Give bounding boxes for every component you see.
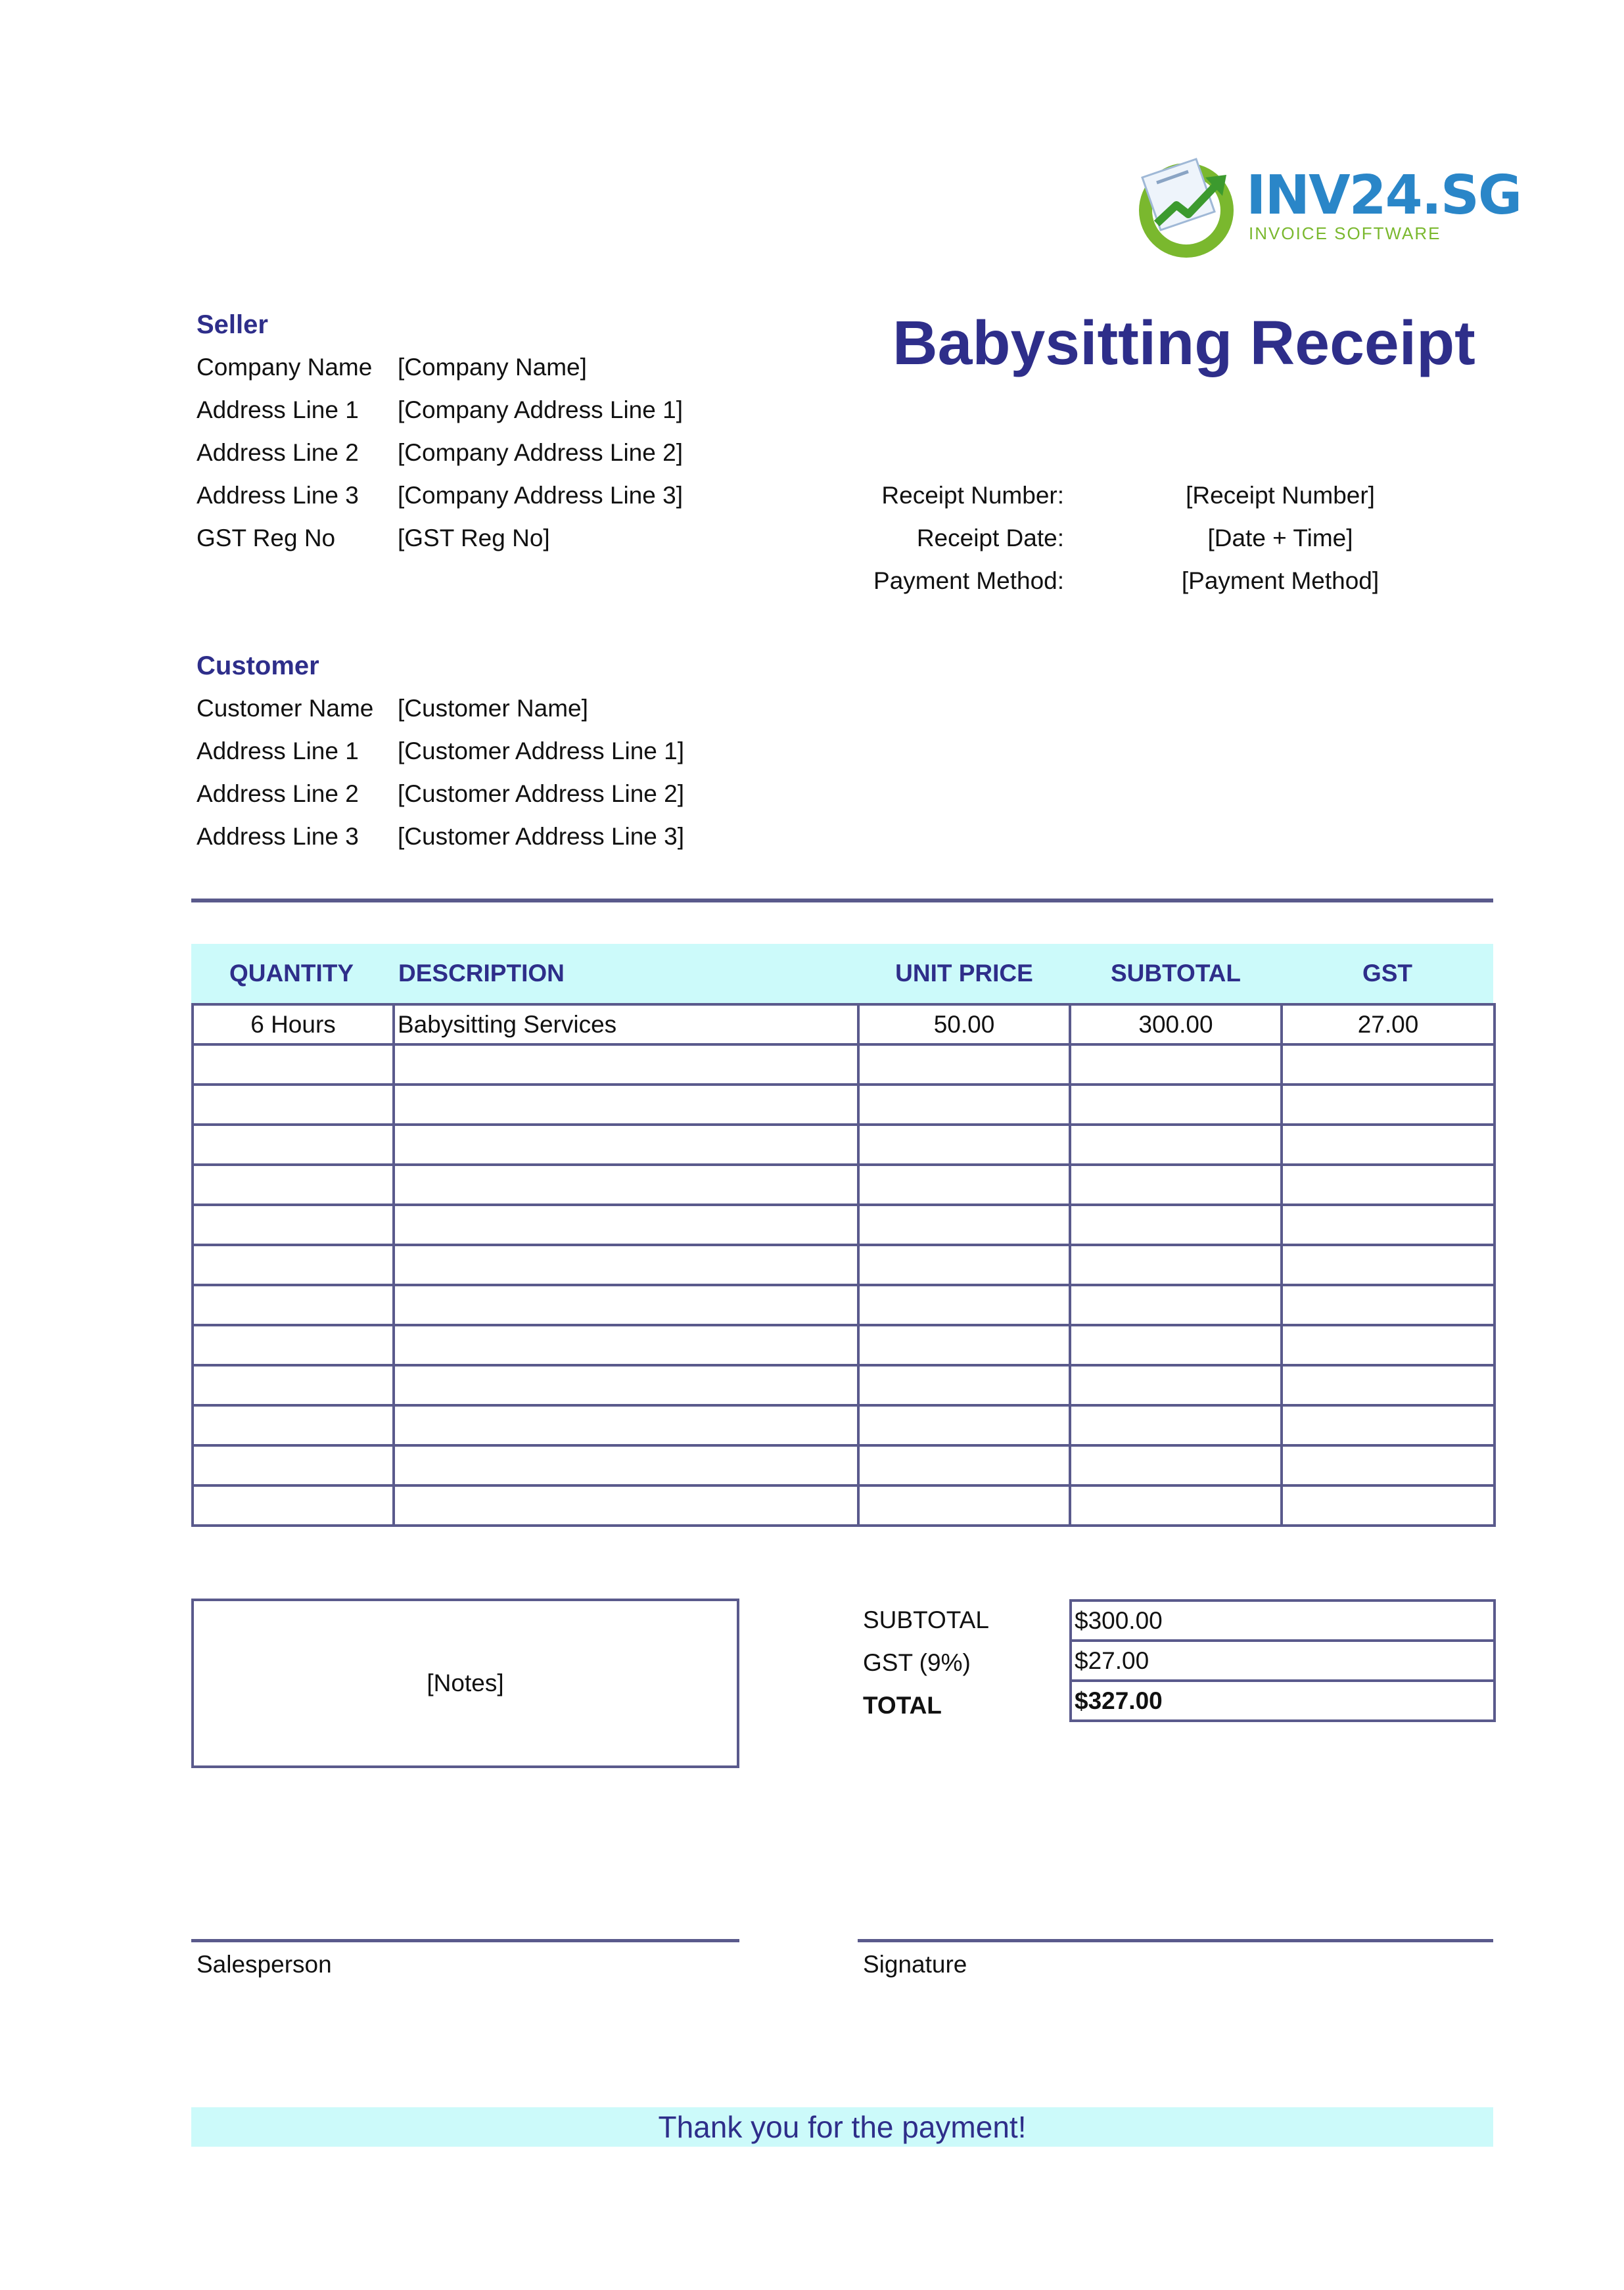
cell-unit-price: 50.00 — [858, 1004, 1070, 1044]
cell-unit-price — [858, 1205, 1070, 1245]
cell-description: Babysitting Services — [394, 1004, 858, 1044]
table-row — [193, 1285, 1495, 1325]
cell-gst — [1282, 1445, 1495, 1485]
salesperson-line — [191, 1939, 739, 1942]
cell-quantity — [193, 1125, 394, 1165]
table-row — [193, 1485, 1495, 1526]
seller-value: [Company Name] — [398, 354, 587, 381]
column-header-unit-price: UNIT PRICE — [895, 960, 1033, 987]
subtotal-label: SUBTOTAL — [863, 1606, 989, 1633]
seller-value: [Company Address Line 2] — [398, 439, 683, 466]
cell-description — [394, 1365, 858, 1405]
seller-label: Company Name — [197, 354, 373, 381]
totals-row — [1071, 1601, 1495, 1641]
seller-value: [GST Reg No] — [398, 525, 550, 551]
cell-quantity — [193, 1245, 394, 1285]
cell-description — [394, 1044, 858, 1085]
cell-description — [394, 1405, 858, 1445]
cell-subtotal — [1070, 1445, 1282, 1485]
cell-subtotal — [1070, 1085, 1282, 1125]
gst-label: GST (9%) — [863, 1649, 971, 1676]
cell-gst — [1282, 1165, 1495, 1205]
totals-row — [1071, 1681, 1495, 1721]
customer-label: Address Line 2 — [197, 780, 359, 807]
customer-value: [Customer Address Line 2] — [398, 780, 684, 807]
cell-quantity — [193, 1285, 394, 1325]
column-header-subtotal: SUBTOTAL — [1110, 960, 1241, 987]
seller-value: [Company Address Line 1] — [398, 396, 683, 423]
cell-subtotal — [1070, 1165, 1282, 1205]
total-label: TOTAL — [863, 1692, 942, 1719]
cell-gst — [1282, 1125, 1495, 1165]
cell-gst — [1282, 1365, 1495, 1405]
cell-quantity — [193, 1165, 394, 1205]
cell-quantity — [193, 1325, 394, 1365]
cell-gst: 27.00 — [1282, 1004, 1495, 1044]
totals-row — [1071, 1641, 1495, 1681]
table-row — [193, 1044, 1495, 1085]
cell-subtotal — [1070, 1245, 1282, 1285]
cell-unit-price — [858, 1445, 1070, 1485]
cell-quantity — [193, 1044, 394, 1085]
customer-value: [Customer Name] — [398, 695, 588, 722]
seller-value: [Company Address Line 3] — [398, 482, 683, 509]
table-row — [193, 1205, 1495, 1245]
cell-quantity — [193, 1365, 394, 1405]
cell-subtotal — [1070, 1125, 1282, 1165]
payment-method-label: Payment Method: — [873, 567, 1064, 594]
logo-tagline: INVOICE SOFTWARE — [1249, 223, 1441, 243]
cell-unit-price — [858, 1485, 1070, 1526]
page-title: Babysitting Receipt — [893, 308, 1475, 378]
customer-heading: Customer — [197, 651, 319, 680]
cell-unit-price — [858, 1125, 1070, 1165]
cell-description — [394, 1125, 858, 1165]
customer-value: [Customer Address Line 3] — [398, 823, 684, 850]
cell-unit-price — [858, 1245, 1070, 1285]
cell-gst — [1282, 1285, 1495, 1325]
cell-description — [394, 1165, 858, 1205]
section-divider — [191, 899, 1493, 902]
table-row — [193, 1085, 1495, 1125]
cell-gst — [1282, 1325, 1495, 1365]
cell-gst — [1282, 1405, 1495, 1445]
gst-value: $27.00 — [1071, 1641, 1495, 1681]
salesperson-label: Salesperson — [197, 1951, 332, 1978]
cell-quantity — [193, 1085, 394, 1125]
cell-description — [394, 1245, 858, 1285]
cell-subtotal — [1070, 1365, 1282, 1405]
cell-gst — [1282, 1044, 1495, 1085]
cell-description — [394, 1325, 858, 1365]
cell-subtotal — [1070, 1325, 1282, 1365]
cell-unit-price — [858, 1325, 1070, 1365]
total-value: $327.00 — [1071, 1681, 1495, 1721]
cell-subtotal — [1070, 1205, 1282, 1245]
table-row — [193, 1165, 1495, 1205]
table-row — [193, 1325, 1495, 1365]
table-row — [193, 1245, 1495, 1285]
receipt-date-label: Receipt Date: — [916, 525, 1064, 551]
cell-quantity — [193, 1405, 394, 1445]
cell-subtotal — [1070, 1285, 1282, 1325]
customer-label: Address Line 3 — [197, 823, 359, 850]
cell-description — [394, 1285, 858, 1325]
cell-quantity — [193, 1445, 394, 1485]
cell-unit-price — [858, 1165, 1070, 1205]
table-row — [193, 1365, 1495, 1405]
cell-quantity — [193, 1485, 394, 1526]
cell-gst — [1282, 1205, 1495, 1245]
receipt-number-label: Receipt Number: — [881, 482, 1064, 509]
logo — [1130, 151, 1521, 263]
cell-unit-price — [858, 1285, 1070, 1325]
signature-line — [858, 1939, 1493, 1942]
table-row — [193, 1125, 1495, 1165]
items-table — [191, 1003, 1496, 1527]
seller-heading: Seller — [197, 310, 268, 339]
cell-description — [394, 1085, 858, 1125]
notes-box — [191, 1599, 739, 1768]
customer-value: [Customer Address Line 1] — [398, 737, 684, 764]
cell-subtotal — [1070, 1044, 1282, 1085]
cell-unit-price — [858, 1405, 1070, 1445]
column-header-description: DESCRIPTION — [398, 960, 565, 987]
cell-gst — [1282, 1485, 1495, 1526]
seller-label: GST Reg No — [197, 525, 336, 551]
column-header-gst: GST — [1362, 960, 1413, 987]
cell-quantity: 6 Hours — [193, 1004, 394, 1044]
cell-subtotal — [1070, 1405, 1282, 1445]
seller-label: Address Line 1 — [197, 396, 359, 423]
cell-subtotal: 300.00 — [1070, 1004, 1282, 1044]
subtotal-value: $300.00 — [1071, 1601, 1495, 1641]
cell-description — [394, 1445, 858, 1485]
table-row — [193, 1004, 1495, 1044]
cell-description — [394, 1485, 858, 1526]
cell-unit-price — [858, 1365, 1070, 1405]
cell-quantity — [193, 1205, 394, 1245]
table-row — [193, 1405, 1495, 1445]
cell-description — [394, 1205, 858, 1245]
cell-unit-price — [858, 1085, 1070, 1125]
cell-subtotal — [1070, 1485, 1282, 1526]
footer-message: Thank you for the payment! — [658, 2110, 1027, 2144]
cell-gst — [1282, 1085, 1495, 1125]
document-growth-arrow-icon — [1130, 151, 1242, 263]
totals-table — [1069, 1599, 1496, 1722]
customer-label: Address Line 1 — [197, 737, 359, 764]
notes-text: [Notes] — [427, 1670, 504, 1696]
footer-band — [191, 2107, 1493, 2147]
table-row — [193, 1445, 1495, 1485]
seller-label: Address Line 3 — [197, 482, 359, 509]
seller-label: Address Line 2 — [197, 439, 359, 466]
logo-name: INV24.SG — [1246, 164, 1521, 227]
cell-gst — [1282, 1245, 1495, 1285]
signature-label: Signature — [863, 1951, 967, 1978]
cell-unit-price — [858, 1044, 1070, 1085]
column-header-quantity: QUANTITY — [229, 960, 354, 987]
customer-label: Customer Name — [197, 695, 374, 722]
